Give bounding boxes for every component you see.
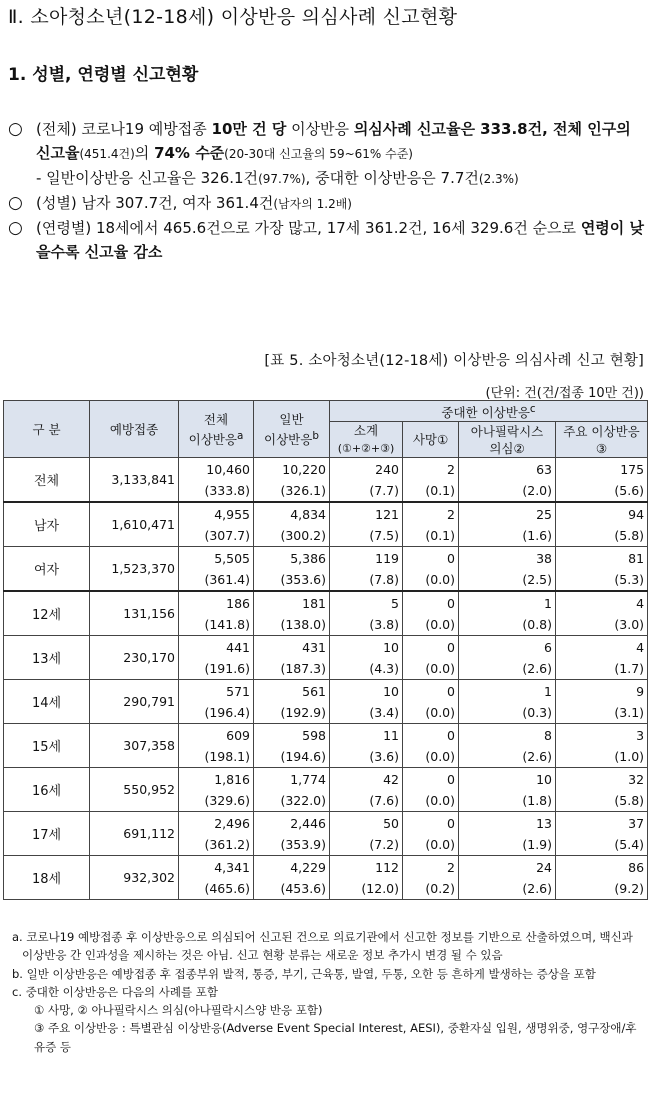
- cell-rate: (198.1): [204, 748, 250, 764]
- cell-value: 0: [447, 815, 455, 831]
- bullet-small: (남자의 1.2배): [273, 197, 352, 211]
- cell-value: 1: [544, 595, 552, 611]
- cell-value: 38: [536, 550, 552, 566]
- cell-total: [179, 502, 254, 547]
- cell-rate: (1.8): [522, 792, 552, 808]
- cell-rate: (7.2): [369, 836, 399, 852]
- cell-rate: (0.0): [425, 792, 455, 808]
- cell-rate: (7.6): [369, 792, 399, 808]
- header-vaccination: 예방접종: [90, 401, 179, 458]
- note-c: c. 중대한 이상반응은 다음의 사례를 포함: [12, 984, 218, 999]
- cell-general: [254, 547, 330, 592]
- cell-total: [179, 547, 254, 592]
- cell-vacc: [90, 856, 179, 900]
- cell-rate: (3.0): [614, 616, 645, 632]
- row-label: 남자: [4, 502, 90, 547]
- table-unit: (단위: 건(건/접종 10만 건)): [485, 386, 644, 401]
- cell-value: 0: [447, 727, 455, 743]
- bullet-text: 의: [134, 144, 155, 162]
- cell-value: 3,133,841: [111, 472, 175, 488]
- row-label: 18세: [4, 856, 90, 900]
- bullet-total: [8, 117, 648, 166]
- cell-value: 230,170: [123, 650, 175, 666]
- cell-rate: (5.4): [614, 836, 645, 852]
- report-table: [3, 400, 648, 900]
- cell-rate: (0.1): [425, 527, 455, 543]
- cell-major: [556, 636, 648, 680]
- cell-value: 0: [447, 683, 455, 699]
- note-c2: ③ 주요 이상반응 : 특별관심 이상반응(Adverse Event Special Interest, AESI), 중환자실 입원, 생명위중, 영구장애/후유증 등: [34, 1021, 637, 1054]
- note-a: a. 코로나19 예방접종 후 이상반응으로 의심되어 신고된 건으로 의료기관에서 신고한 정보를 기반으로 산출하였으며, 백신과 이상반응 간 인과성을 제시하는 것은 아님. 신고 현황 분류는 새로운 정보 추가시 변경 될 수 있음: [12, 930, 633, 963]
- table-row: [4, 680, 648, 724]
- cell-major: [556, 591, 648, 636]
- cell-total: [179, 768, 254, 812]
- cell-ana: [459, 812, 556, 856]
- cell-death: [403, 680, 459, 724]
- cell-value: 175: [620, 461, 645, 477]
- cell-value: 571: [226, 683, 250, 699]
- cell-vacc: [90, 768, 179, 812]
- cell-general: [254, 680, 330, 724]
- cell-value: 1,816: [214, 771, 250, 787]
- cell-rate: (5.6): [614, 482, 645, 498]
- note-c1: ① 사망, ② 아나필락시스 의심(아나필락시스양 반응 포함): [34, 1003, 323, 1018]
- bullet-text: (전체) 코로나19 예방접종: [36, 120, 212, 138]
- cell-ana: [459, 856, 556, 900]
- cell-rate: (141.8): [204, 616, 250, 632]
- cell-value: 8: [544, 727, 552, 743]
- cell-rate: (465.6): [204, 880, 250, 896]
- table-row: [4, 591, 648, 636]
- cell-rate: (329.6): [204, 792, 250, 808]
- cell-sub: [330, 768, 403, 812]
- cell-general: [254, 591, 330, 636]
- cell-value: 3: [636, 727, 645, 743]
- cell-major: [556, 547, 648, 592]
- cell-rate: (5.3): [614, 571, 645, 587]
- cell-rate: (0.0): [425, 748, 455, 764]
- cell-rate: (0.8): [522, 616, 552, 632]
- cell-major: [556, 680, 648, 724]
- cell-rate: (453.6): [280, 880, 326, 896]
- cell-rate: (191.6): [204, 660, 250, 676]
- table-caption: [표 5. 소아청소년(12-18세) 이상반응 의심사례 신고 현황]: [264, 353, 644, 369]
- section-title: Ⅱ. 소아청소년(12-18세) 이상반응 의심사례 신고현황: [8, 6, 458, 28]
- header-anaphylaxis: 아나필락시스 의심②: [459, 422, 556, 458]
- cell-value: 81: [628, 550, 645, 566]
- cell-sub: [330, 680, 403, 724]
- cell-value: 112: [375, 859, 399, 875]
- circle-bullet-icon: ○: [8, 218, 23, 238]
- table-row: [4, 856, 648, 900]
- cell-value: 1,774: [290, 771, 326, 787]
- cell-death: [403, 591, 459, 636]
- cell-rate: (2.6): [522, 748, 552, 764]
- cell-value: 290,791: [123, 694, 175, 710]
- cell-total: [179, 591, 254, 636]
- cell-general: [254, 724, 330, 768]
- table-row: [4, 724, 648, 768]
- header-major: 주요 이상반응 ③: [556, 422, 648, 458]
- summary-bullets: [8, 117, 648, 264]
- header-death: 사망①: [403, 422, 459, 458]
- circle-bullet-icon: ○: [8, 193, 23, 213]
- sub-title: 1. 성별, 연령별 신고현황: [8, 65, 199, 85]
- cell-value: 609: [226, 727, 250, 743]
- cell-rate: (9.2): [614, 880, 645, 896]
- bullet-small: (97.7%): [258, 172, 306, 186]
- bullet-total-detail: [8, 166, 648, 191]
- bullet-text: , 중대한 이상반응은 7.7건: [305, 169, 479, 187]
- bullet-text: (성별) 남자 307.7건, 여자 361.4건: [36, 194, 274, 212]
- cell-death: [403, 768, 459, 812]
- cell-vacc: [90, 458, 179, 503]
- cell-rate: (3.4): [369, 704, 399, 720]
- cell-value: 4: [636, 595, 645, 611]
- cell-death: [403, 856, 459, 900]
- cell-total: [179, 680, 254, 724]
- cell-rate: (353.6): [280, 571, 326, 587]
- cell-rate: (3.8): [369, 616, 399, 632]
- bullet-bold: 10만 건 당: [211, 120, 287, 138]
- row-label: 16세: [4, 768, 90, 812]
- cell-sub: [330, 724, 403, 768]
- cell-value: 86: [628, 859, 645, 875]
- cell-rate: (1.7): [614, 660, 645, 676]
- cell-rate: (0.0): [425, 660, 455, 676]
- circle-bullet-icon: ○: [8, 119, 23, 139]
- cell-death: [403, 636, 459, 680]
- bullet-age: [8, 216, 648, 264]
- cell-value: 10: [383, 683, 399, 699]
- cell-rate: (0.0): [425, 571, 455, 587]
- cell-major: [556, 724, 648, 768]
- cell-sub: [330, 812, 403, 856]
- cell-rate: (12.0): [361, 880, 399, 896]
- table-row: [4, 502, 648, 547]
- cell-value: 63: [536, 461, 552, 477]
- cell-major: [556, 458, 648, 503]
- bullet-small: (20-30대 신고율의 59~61% 수준): [224, 147, 413, 161]
- cell-value: 1: [544, 683, 552, 699]
- header-subtotal: 소계 (①+②+③): [330, 422, 403, 458]
- cell-ana: [459, 591, 556, 636]
- cell-vacc: [90, 812, 179, 856]
- cell-value: 0: [447, 771, 455, 787]
- cell-value: 9: [636, 683, 645, 699]
- cell-sub: [330, 458, 403, 503]
- cell-sub: [330, 636, 403, 680]
- row-label: 12세: [4, 591, 90, 636]
- cell-rate: (361.2): [204, 836, 250, 852]
- cell-value: 0: [447, 550, 455, 566]
- row-label: 13세: [4, 636, 90, 680]
- cell-vacc: [90, 502, 179, 547]
- cell-value: 6: [544, 639, 552, 655]
- cell-value: 94: [628, 506, 645, 522]
- cell-rate: (1.0): [614, 748, 645, 764]
- cell-value: 1,610,471: [111, 517, 175, 533]
- note-b: b. 일반 이상반응은 예방접종 후 접종부위 발적, 통증, 부기, 근육통, 발열, 두통, 오한 등 흔하게 발생하는 증상을 포함: [12, 966, 596, 981]
- cell-rate: (196.4): [204, 704, 250, 720]
- cell-value: 5,505: [214, 550, 250, 566]
- cell-vacc: [90, 547, 179, 592]
- cell-value: 181: [302, 595, 326, 611]
- cell-rate: (3.6): [369, 748, 399, 764]
- cell-rate: (5.8): [614, 792, 645, 808]
- cell-rate: (322.0): [280, 792, 326, 808]
- cell-value: 186: [226, 595, 250, 611]
- cell-value: 932,302: [123, 870, 175, 886]
- cell-ana: [459, 768, 556, 812]
- cell-value: 10: [536, 771, 552, 787]
- cell-value: 32: [628, 771, 645, 787]
- cell-rate: (187.3): [280, 660, 326, 676]
- cell-value: 1,523,370: [111, 561, 175, 577]
- table-row: [4, 636, 648, 680]
- cell-rate: (2.0): [522, 482, 552, 498]
- cell-value: 25: [536, 506, 552, 522]
- cell-rate: (0.0): [425, 616, 455, 632]
- cell-rate: (4.3): [369, 660, 399, 676]
- cell-value: 4,955: [214, 506, 250, 522]
- cell-rate: (300.2): [280, 527, 326, 543]
- cell-sub: [330, 856, 403, 900]
- cell-value: 10,460: [206, 461, 250, 477]
- cell-value: 550,952: [123, 782, 175, 798]
- bullet-text: - 일반이상반응 신고율은 326.1건: [36, 169, 259, 187]
- cell-value: 5,386: [290, 550, 326, 566]
- cell-rate: (138.0): [280, 616, 326, 632]
- cell-ana: [459, 458, 556, 503]
- table-notes: [12, 928, 644, 1056]
- cell-vacc: [90, 680, 179, 724]
- cell-rate: (7.8): [369, 571, 399, 587]
- cell-rate: (0.2): [425, 880, 455, 896]
- cell-value: 42: [383, 771, 399, 787]
- cell-rate: (361.4): [204, 571, 250, 587]
- cell-value: 2: [447, 506, 455, 522]
- cell-total: [179, 812, 254, 856]
- row-label: 15세: [4, 724, 90, 768]
- header-total: 전체 이상반응$^a$: [179, 401, 254, 458]
- row-label: 14세: [4, 680, 90, 724]
- table-row: [4, 812, 648, 856]
- cell-value: 10: [383, 639, 399, 655]
- cell-total: [179, 856, 254, 900]
- cell-death: [403, 724, 459, 768]
- cell-rate: (1.9): [522, 836, 552, 852]
- cell-rate: (3.1): [614, 704, 645, 720]
- cell-value: 0: [447, 639, 455, 655]
- cell-value: 431: [302, 639, 326, 655]
- cell-value: 4,229: [290, 859, 326, 875]
- cell-sub: [330, 547, 403, 592]
- cell-rate: (1.6): [522, 527, 552, 543]
- cell-major: [556, 502, 648, 547]
- cell-value: 2,496: [214, 815, 250, 831]
- cell-value: 10,220: [282, 461, 326, 477]
- table-row: [4, 547, 648, 592]
- cell-value: 11: [383, 727, 399, 743]
- bullet-text: 이상반응: [286, 120, 354, 138]
- cell-rate: (7.7): [369, 482, 399, 498]
- cell-value: 0: [447, 595, 455, 611]
- cell-total: [179, 458, 254, 503]
- cell-rate: (2.5): [522, 571, 552, 587]
- cell-value: 561: [302, 683, 326, 699]
- cell-rate: (326.1): [280, 482, 326, 498]
- cell-general: [254, 768, 330, 812]
- row-label: 여자: [4, 547, 90, 592]
- cell-rate: (0.0): [425, 836, 455, 852]
- bullet-bold: 74% 수준: [154, 144, 225, 162]
- table-row: [4, 768, 648, 812]
- cell-general: [254, 458, 330, 503]
- cell-general: [254, 812, 330, 856]
- bullet-small: (451.4건): [79, 147, 135, 161]
- cell-total: [179, 636, 254, 680]
- bullet-text: (연령별) 18세에서 465.6건으로 가장 많고, 17세 361.2건, 16세 329.6건 순으로: [36, 219, 581, 237]
- cell-value: 13: [536, 815, 552, 831]
- cell-total: [179, 724, 254, 768]
- cell-vacc: [90, 591, 179, 636]
- cell-ana: [459, 502, 556, 547]
- cell-general: [254, 502, 330, 547]
- cell-ana: [459, 636, 556, 680]
- cell-sub: [330, 591, 403, 636]
- header-group: 구 분: [4, 401, 90, 458]
- cell-rate: (0.0): [425, 704, 455, 720]
- cell-value: 691,112: [123, 826, 175, 842]
- cell-value: 2: [447, 859, 455, 875]
- bullet-bold: 연령이 낮을수록 신고율 감소: [36, 219, 644, 261]
- cell-major: [556, 856, 648, 900]
- bullet-bold: 의심사례 신고율은 333.8건, 전체 인구의 신고율: [36, 120, 631, 162]
- cell-value: 24: [536, 859, 552, 875]
- cell-rate: (194.6): [280, 748, 326, 764]
- cell-general: [254, 856, 330, 900]
- cell-death: [403, 812, 459, 856]
- row-label: 17세: [4, 812, 90, 856]
- cell-rate: (0.3): [522, 704, 552, 720]
- cell-value: 4,341: [214, 859, 250, 875]
- cell-rate: (353.9): [280, 836, 326, 852]
- cell-value: 2: [447, 461, 455, 477]
- cell-death: [403, 458, 459, 503]
- cell-value: 4: [636, 639, 645, 655]
- header-serious: 중대한 이상반응$^c$: [330, 401, 648, 422]
- cell-value: 131,156: [123, 606, 175, 622]
- cell-rate: (307.7): [204, 527, 250, 543]
- cell-value: 119: [375, 550, 399, 566]
- cell-value: 4,834: [290, 506, 326, 522]
- cell-rate: (2.6): [522, 660, 552, 676]
- row-label: 전체: [4, 458, 90, 503]
- bullet-sex: [8, 191, 648, 216]
- cell-rate: (2.6): [522, 880, 552, 896]
- cell-ana: [459, 724, 556, 768]
- cell-general: [254, 636, 330, 680]
- cell-value: 37: [628, 815, 645, 831]
- cell-rate: (0.1): [425, 482, 455, 498]
- cell-vacc: [90, 724, 179, 768]
- cell-value: 240: [375, 461, 399, 477]
- cell-sub: [330, 502, 403, 547]
- cell-death: [403, 502, 459, 547]
- cell-value: 598: [302, 727, 326, 743]
- header-general: 일반 이상반응$^b$: [254, 401, 330, 458]
- cell-ana: [459, 680, 556, 724]
- cell-rate: (192.9): [280, 704, 326, 720]
- bullet-small: (2.3%): [478, 172, 519, 186]
- cell-rate: (5.8): [614, 527, 645, 543]
- cell-ana: [459, 547, 556, 592]
- cell-major: [556, 812, 648, 856]
- cell-death: [403, 547, 459, 592]
- table-row: [4, 458, 648, 503]
- cell-rate: (7.5): [369, 527, 399, 543]
- cell-value: 5: [391, 595, 399, 611]
- cell-value: 121: [375, 506, 399, 522]
- cell-value: 50: [383, 815, 399, 831]
- cell-value: 441: [226, 639, 250, 655]
- cell-major: [556, 768, 648, 812]
- cell-value: 2,446: [290, 815, 326, 831]
- cell-rate: (333.8): [204, 482, 250, 498]
- cell-value: 307,358: [123, 738, 175, 754]
- cell-vacc: [90, 636, 179, 680]
